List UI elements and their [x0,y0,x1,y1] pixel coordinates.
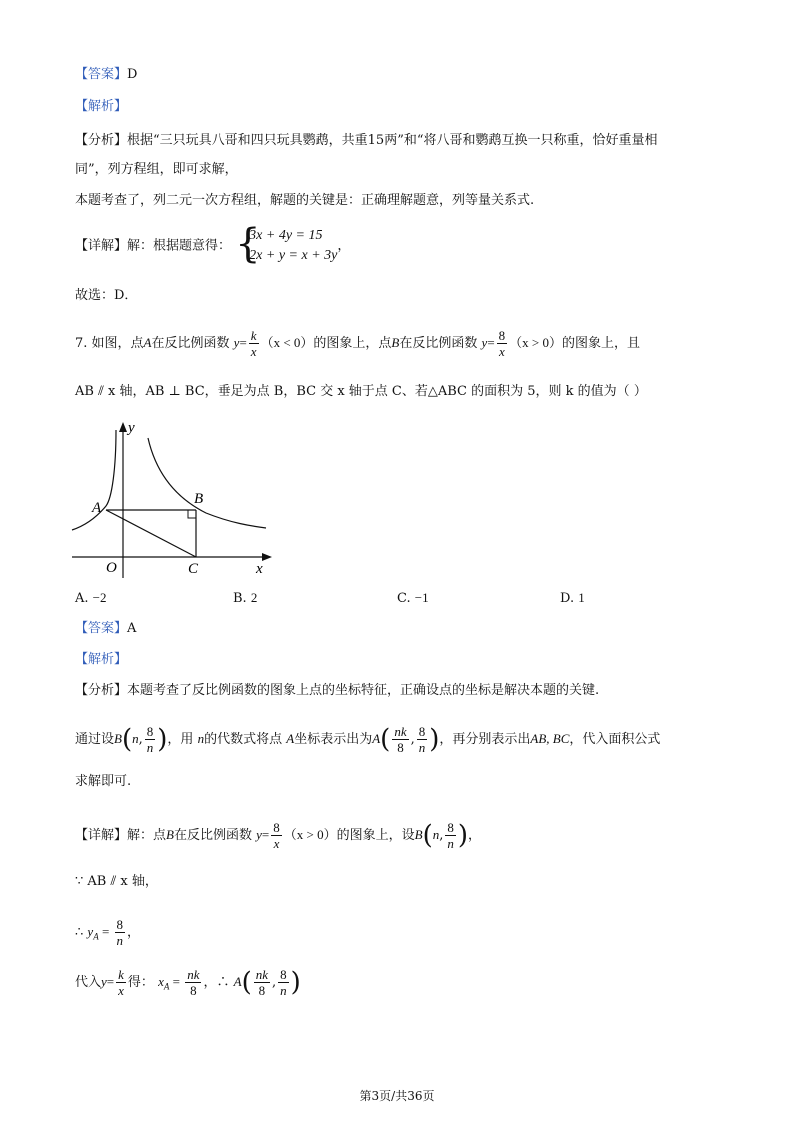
fraction-8-over-n: $\frac{8}{n}$ [280,967,287,998]
var-y: y [233,335,240,350]
label-a: A [92,500,102,516]
detail-text: 在反比例函数 [173,828,252,843]
fenxi-line-1 [75,132,658,150]
fraction-8-over-n: $\frac{8}{n}$ [116,917,124,948]
question-7-line-1 [75,328,640,359]
function-graph-figure [66,418,286,582]
question-7-line-2: AB ⫽ x 轴，AB ⊥ BC，垂足为点 B，BC 交 x 轴于点 C、若△ABC 的面积为 5，则 k 的值为（ ） [75,384,647,399]
fenxi-tag: 【分析】 [75,133,128,148]
method-text: ，代入面积公式 [569,732,661,747]
therefore-symbol: ∴ [75,925,88,940]
denominator: x [250,344,257,359]
q7-text: 在反比例函数 [399,336,478,351]
paren-close: ) [429,724,440,755]
answer-tag: 【答案】 [75,621,128,636]
step-line-2: ∴ $y_A$ = $\frac{8}{n}$ ， [75,917,141,948]
method-text: ，用 [167,732,194,747]
fraction-8-over-x: $\frac{8}{x}$ [273,820,280,851]
option-value: −1 [414,590,429,605]
condition: （x > 0） [283,827,337,842]
analysis-line-1 [75,98,127,116]
fraction-nk-over-8: $\frac{nk}{8}$ [255,967,269,998]
detail-tag: 【详解】 [75,828,128,843]
y-axis-arrow-icon [119,422,127,432]
option-letter: D. [560,591,575,606]
label-b: B [194,491,204,507]
fraction-nk-over-8: $\frac{nk}{8}$ [187,967,200,998]
fraction-8-over-x [497,328,508,359]
point-a: A [372,731,381,746]
step-text: ，∴ [203,975,230,990]
fraction-k-over-x [249,328,259,359]
point-a: A [143,335,152,350]
label-x: x [256,561,263,577]
step-line-3: 代入y= $\frac{k}{x}$ 得： $x_A$ = $\frac{nk}{8}$ ，∴ A( $\frac{nk}{8}$ , $\frac{8}{n}$ ) [75,967,301,998]
detail-line-2: 【详解】解：点B在反比例函数 y= $\frac{8}{x}$ （x > 0）的图象上，设B(n, $\frac{8}{n}$ )， [75,820,482,851]
option-value: −2 [92,590,107,605]
fenxi-line-4 [75,682,599,700]
point-b: B [166,827,174,842]
q7-text: 在反比例函数 [151,336,230,351]
q7-text: 的图象上，且 [562,336,641,351]
detail-line-1 [75,221,351,267]
comma: ， [337,238,351,254]
equals: = [239,335,247,350]
paren-close: ) [157,724,168,755]
step-line-1: ∵ AB ⫽ x 轴， [75,874,158,889]
condition: （x > 0） [509,335,562,350]
fenxi-line-2: 同”，列方程组，即可求解， [75,162,238,177]
answer-line-1 [75,66,137,84]
option-value: 1 [578,590,585,605]
page-footer: 第3页/共36页 [359,1089,435,1103]
equals: = [487,335,495,350]
method-text: 通过设 [75,732,115,747]
paren-close: ) [457,820,469,851]
analysis-tag: 【解析】 [75,99,128,114]
option-letter: C. [397,591,411,606]
paren-open: ( [241,967,252,998]
method-text: 的代数式将点 [204,732,283,747]
analysis-tag: 【解析】 [75,652,128,667]
step-text: 得： [127,975,154,990]
analysis-line-2 [75,651,127,669]
answer-value: D [127,67,138,82]
method-line-2: 求解即可. [75,774,132,789]
detail-text: 解：根据题意得： [127,238,232,254]
method-text: 坐标表示出为 [294,732,373,747]
answer-tag: 【答案】 [75,67,128,82]
paren-open: ( [380,724,391,755]
curve-right-branch [148,438,266,528]
paren-close: ) [290,967,301,998]
detail-text: 解：点 [127,828,167,843]
step-text: 代入 [75,975,102,990]
choose-line-1: 故选：D． [75,288,138,303]
option-letter: B. [233,591,247,606]
numerator: k [250,328,257,343]
option-a [75,589,107,608]
paren-open: ( [422,820,433,851]
numerator: 8 [498,328,506,343]
segments-ab-bc: AB, BC [530,731,570,746]
denominator: x [499,344,505,359]
option-d [560,589,585,608]
answer-value: A [127,621,137,636]
fraction-8-over-n: $\frac{8}{n}$ [447,820,454,851]
brace-icon: { [235,221,261,267]
fraction-k-over-x: $\frac{k}{x}$ [118,967,124,998]
var-n: n [197,731,205,746]
fraction-8-over-n: $\frac{8}{n}$ [418,724,426,755]
label-c: C [188,561,199,577]
fenxi-tag: 【分析】 [75,683,128,698]
q7-text: 7. 如图，点 [75,336,144,351]
point-b: B [391,335,400,350]
method-text: ，再分别表示出 [439,732,531,747]
paren-open: ( [121,724,133,755]
fenxi-text: 根据“三只玩具八哥和四只玩具鹦鹉，共重15两”和“将八哥和鹦鹉互换一只称重，恰好重量相 [127,133,658,148]
fraction-8-over-n: $\frac{8}{n}$ [146,724,154,755]
option-letter: A. [75,591,89,606]
fenxi-line-3: 本题考查了，列二元一次方程组，解题的关键是：正确理解题意，列等量关系式. [75,193,535,208]
var-y: y [481,335,488,350]
q7-text: 的图象上，点 [313,336,392,351]
condition: （x < 0） [260,335,314,350]
point-b: B [114,731,122,746]
segment-ac [106,510,196,557]
x-axis-arrow-icon [262,553,272,561]
var-n: n [132,731,139,746]
option-b [233,589,257,608]
equation-system [235,221,338,267]
option-value: 2 [250,590,258,605]
right-angle-mark [188,510,196,518]
detail-tag: 【详解】 [75,238,128,254]
label-o: O [106,560,117,576]
detail-text: 的图象上，设 [336,828,415,843]
method-line-1: 通过设B(n, $\frac{8}{n}$ )，用 n的代数式将点 A坐标表示出为A( $\frac{nk}{8}$ , $\frac{8}{n}$ )，再分别表示出AB, BC，代入面积公式 [75,724,661,755]
option-c [397,589,429,608]
label-y: y [128,420,135,436]
equation-1: 3x + 4y = 15 [249,228,323,243]
answer-line-2 [75,620,136,638]
fraction-nk-over-8: $\frac{nk}{8}$ [394,724,407,755]
point-a: A [286,731,295,746]
fenxi-text: 本题考查了反比例函数的图象上点的坐标特征，正确设点的坐标是解决本题的关键. [127,683,600,698]
equation-2: 2x + y = x + 3y [249,248,338,263]
